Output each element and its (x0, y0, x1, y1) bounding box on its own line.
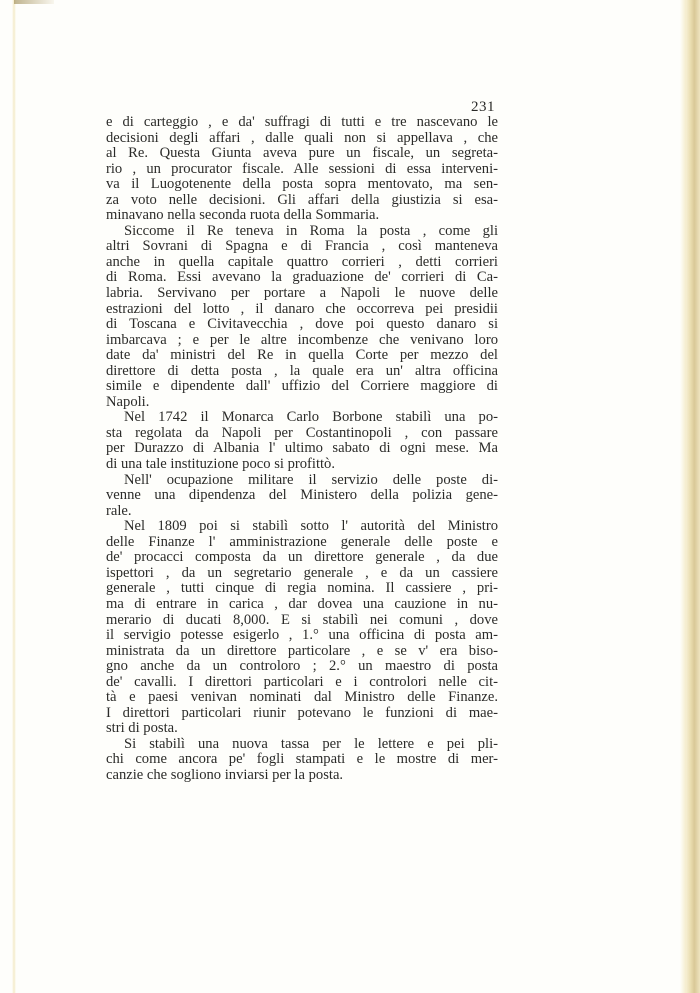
text-line: de' cavalli. I direttori particolari e i controlori nelle cit- (106, 673, 498, 690)
text-line: Nel 1742 il Monarca Carlo Borbone stabilì una po- (124, 409, 498, 426)
text-line: Nell' ocupazione militare il servizio delle poste di- (124, 471, 498, 488)
text-line: labria. Servivano per portare a Napoli le nuove delle (106, 285, 498, 302)
text-line: canzie che sogliono inviarsi per la posta. (106, 766, 344, 783)
text-line: de' procacci composta da un direttore generale , da due (106, 549, 498, 566)
text-line: ministrata da un direttore particolare , e se v' era biso- (106, 642, 498, 659)
paragraph (106, 224, 498, 411)
text-line: gno anche da un controloro ; 2.° un maestro di posta (106, 658, 498, 675)
paragraph (106, 737, 498, 784)
text-line: decisioni degli affari , dalle quali non si appellava , che (106, 129, 498, 146)
text-line: ispettori , da un segretario generale , e da un cassiere (106, 564, 498, 581)
paragraph (106, 473, 498, 520)
text-line: per Durazzo di Albania l' ultimo sabato di ogni mese. Ma (106, 440, 498, 457)
text-line: I direttori particolari riunir potevano le funzioni di mae- (106, 704, 498, 721)
text-line: rale. (106, 502, 132, 519)
text-line: generale , tutti cinque di regia nomina. Il cassiere , pri- (106, 580, 498, 597)
body-text (106, 115, 498, 784)
text-line: Nel 1809 poi si stabilì sotto l' autorità del Ministro (124, 518, 498, 535)
text-line: merario di ducati 8,000. E si stabilì nei comuni , dove (106, 611, 498, 628)
page-top-corner-shadow (14, 0, 54, 4)
text-line: za voto nelle decisioni. Gli affari della giustizia si esa- (106, 191, 498, 208)
text-line: sta regolata da Napoli per Costantinopoli , con passare (106, 424, 498, 441)
page-right-edge (686, 0, 700, 993)
text-line: ma di entrare in carica , dar dovea una cauzione in nu- (106, 595, 498, 612)
text-line: tà e paesi venivan nominati dal Ministro delle Finanze. (106, 689, 498, 706)
page-number: 231 (471, 99, 495, 115)
text-line: rio , un procurator fiscale. Alle sessioni di essa interveni- (106, 160, 498, 177)
text-line: il servigio potesse esigerlo , 1.° una officina di posta am- (106, 627, 498, 644)
text-line: simile e dipendente dall' uffizio del Corriere maggiore di (106, 378, 498, 395)
text-line: minavano nella seconda ruota della Sommaria. (106, 207, 380, 224)
paragraph (106, 519, 498, 737)
text-line: Si stabilì una nuova tassa per le lettere e pei pli- (124, 735, 498, 752)
text-line: imbarcava ; e per le altre incombenze che venivano loro (106, 331, 498, 348)
text-line: direttore di detta posta , la quale era un' altra officina (106, 362, 498, 379)
paragraph (106, 115, 498, 224)
text-line: altri Sovrani di Spagna e di Francia , così manteneva (106, 238, 498, 255)
text-line: va il Luogotenente della posta sopra mentovato, ma sen- (106, 176, 498, 193)
text-line: anche in quella capitale quattro corrieri , detti corrieri (106, 253, 498, 270)
text-line: Siccome il Re teneva in Roma la posta , come gli (124, 222, 498, 239)
page-left-edge (12, 0, 16, 993)
paragraph (106, 410, 498, 472)
text-line: chi come ancora pe' fogli stampati e le mostre di mer- (106, 751, 498, 768)
text-line: delle Finanze l' amministrazione generale delle poste e (106, 533, 498, 550)
text-line: di una tale instituzione poco si profittò. (106, 456, 335, 473)
text-line: venne una dipendenza del Ministero della polizia gene- (106, 487, 498, 504)
text-line: di Roma. Essi avevano la graduazione de' corrieri di Ca- (106, 269, 498, 286)
text-line: e di carteggio , e da' suffragi di tutti e tre nascevano le (106, 114, 498, 130)
text-line: stri di posta. (106, 720, 178, 737)
text-line: Napoli. (106, 393, 150, 410)
text-line: al Re. Questa Giunta aveva pure un fiscale, un segreta- (106, 145, 498, 162)
text-line: di Toscana e Civitavecchia , dove poi questo danaro si (106, 316, 498, 333)
text-line: date da' ministri del Re in quella Corte per mezzo del (106, 347, 498, 364)
text-line: estrazioni del lotto , il danaro che occorreva pei presidii (106, 300, 498, 317)
